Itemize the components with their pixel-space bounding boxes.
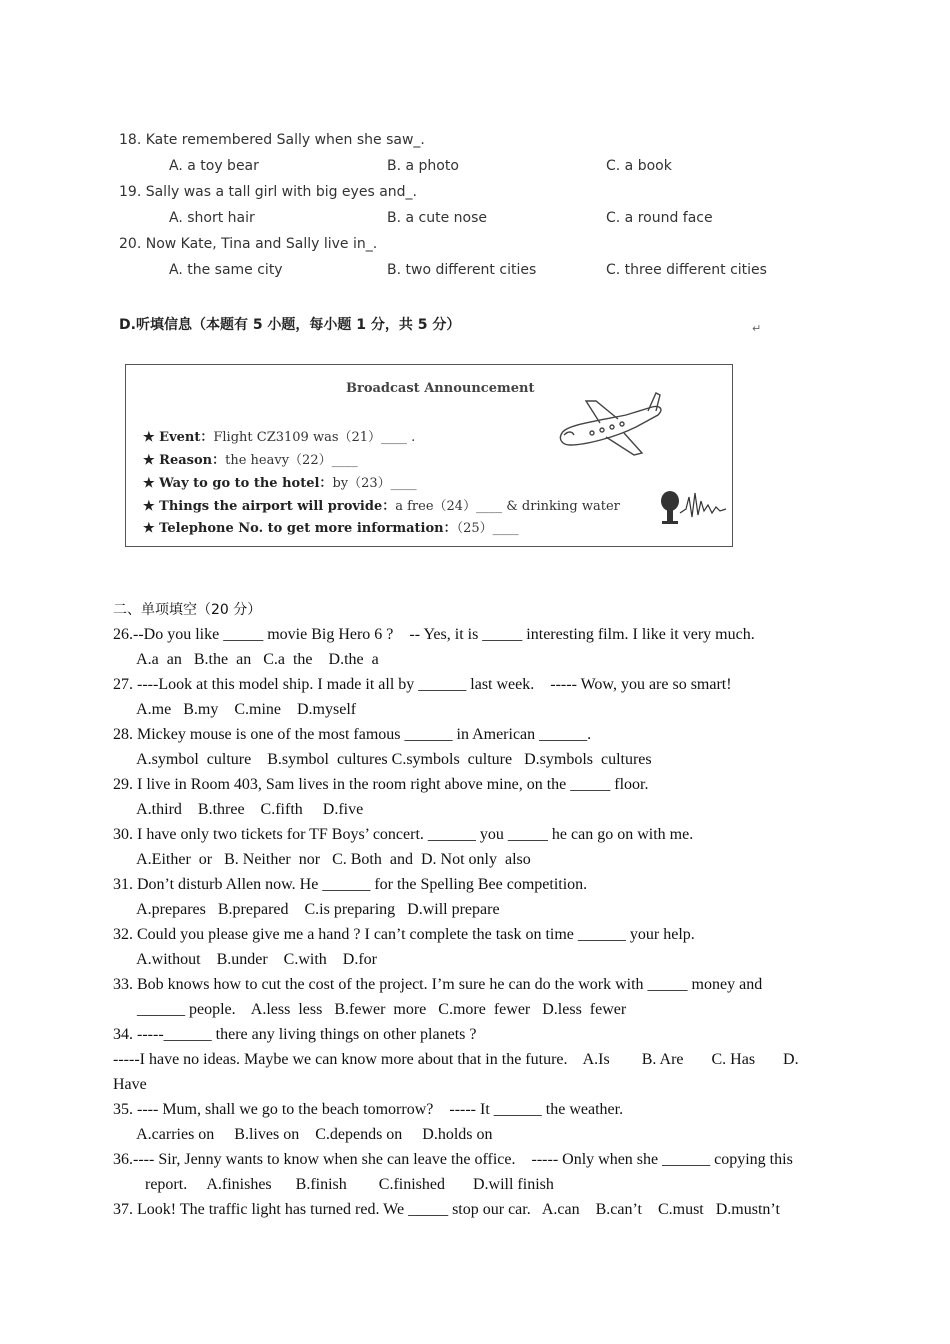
q19-option-b: B. a cute nose bbox=[387, 210, 488, 226]
q19-option-a: A. short hair bbox=[169, 210, 255, 226]
q19-option-c: C. a round face bbox=[606, 210, 713, 226]
question-28-stem: 28. Mickey mouse is one of the most famous ______ in American ______. bbox=[113, 726, 592, 743]
reason-label: ★ Reason： bbox=[143, 453, 226, 468]
question-30-options: A.Either or B. Neither nor C. Both and D. Not only also bbox=[113, 851, 531, 868]
question-34-reply: -----I have no ideas. Maybe we can know more about that in the future. A.Is B. Are C. Has D. bbox=[113, 1051, 799, 1068]
hotel-way-line bbox=[143, 472, 417, 491]
q18-option-a: A. a toy bear bbox=[169, 158, 259, 174]
question-37-stem: 37. Look! The traffic light has turned red. We _____ stop our car. A.can B.can’t C.must D.mustn’t bbox=[113, 1201, 780, 1218]
provide-label: ★ Things the airport will provide： bbox=[143, 499, 396, 514]
question-35-options: A.carries on B.lives on C.depends on D.holds on bbox=[113, 1126, 493, 1143]
question-29-options: A.third B.three C.fifth D.five bbox=[113, 801, 364, 818]
q20-stem: 20. Now Kate, Tina and Sally live in_. bbox=[119, 236, 378, 252]
return-mark: ↵ bbox=[752, 322, 762, 335]
section-d-heading: D.听填信息（本题有 5 小题，每小题 1 分，共 5 分） bbox=[119, 317, 461, 333]
q18-stem: 18. Kate remembered Sally when she saw_. bbox=[119, 132, 425, 148]
event-line bbox=[143, 426, 415, 445]
q20-option-b: B. two different cities bbox=[387, 262, 537, 278]
q20-option-a: A. the same city bbox=[169, 262, 283, 278]
hotel-way-label: ★ Way to go to the hotel： bbox=[143, 476, 333, 491]
question-32-options: A.without B.under C.with D.for bbox=[113, 951, 377, 968]
part2-heading: 二、单项填空（20 分） bbox=[113, 602, 262, 618]
question-36-options: report. A.finishes B.finish C.finished D.will finish bbox=[113, 1176, 554, 1193]
question-34-option-d-wrap: Have bbox=[113, 1076, 147, 1093]
question-30-stem: 30. I have only two tickets for TF Boys’ concert. ______ you _____ he can go on with me. bbox=[113, 826, 694, 843]
question-27-options: A.me B.my C.mine D.myself bbox=[113, 701, 357, 718]
question-31-options: A.prepares B.prepared C.is preparing D.will prepare bbox=[113, 901, 500, 918]
question-33-options: ______ people. A.less less B.fewer more C.more fewer D.less fewer bbox=[113, 1001, 627, 1018]
provide-line bbox=[143, 495, 620, 514]
telephone-line bbox=[143, 517, 519, 536]
broadcast-speaker-icon bbox=[658, 487, 730, 531]
broadcast-announcement-box bbox=[125, 364, 733, 547]
q20-option-c: C. three different cities bbox=[606, 262, 767, 278]
question-29-stem: 29. I live in Room 403, Sam lives in the room right above mine, on the _____ floor. bbox=[113, 776, 649, 793]
reason-text: the heavy（22）____ bbox=[225, 453, 358, 468]
question-34-stem: 34. -----______ there any living things on other planets ? bbox=[113, 1026, 477, 1043]
q18-option-c: C. a book bbox=[606, 158, 672, 174]
airplane-icon bbox=[556, 389, 668, 461]
question-27-stem: 27. ----Look at this model ship. I made it all by ______ last week. ----- Wow, you are so smart! bbox=[113, 676, 732, 693]
question-28-options: A.symbol culture B.symbol cultures C.symbols culture D.symbols cultures bbox=[113, 751, 652, 768]
hotel-way-text: by（23）____ bbox=[332, 476, 417, 491]
telephone-text: （25）____ bbox=[456, 521, 519, 536]
provide-text: a free（24）____ & drinking water bbox=[395, 499, 620, 514]
question-26-options: A.a an B.the an C.a the D.the a bbox=[113, 651, 379, 668]
box-title: Broadcast Announcement bbox=[346, 381, 535, 396]
question-36-stem: 36.---- Sir, Jenny wants to know when she can leave the office. ----- Only when she ______ copying this bbox=[113, 1151, 793, 1168]
event-text: Flight CZ3109 was（21）____ . bbox=[213, 430, 416, 445]
question-26-stem: 26.--Do you like _____ movie Big Hero 6 ? -- Yes, it is _____ interesting film. I like it very much. bbox=[113, 626, 755, 643]
q19-stem: 19. Sally was a tall girl with big eyes and_. bbox=[119, 184, 417, 200]
q18-option-b: B. a photo bbox=[387, 158, 459, 174]
telephone-label: ★ Telephone No. to get more information： bbox=[143, 521, 457, 536]
question-31-stem: 31. Don’t disturb Allen now. He ______ for the Spelling Bee competition. bbox=[113, 876, 588, 893]
question-32-stem: 32. Could you please give me a hand ? I can’t complete the task on time ______ your help. bbox=[113, 926, 695, 943]
question-33-stem: 33. Bob knows how to cut the cost of the project. I’m sure he can do the work with _____ money and bbox=[113, 976, 763, 993]
event-label: ★ Event： bbox=[143, 430, 214, 445]
reason-line bbox=[143, 449, 358, 468]
question-35-stem: 35. ---- Mum, shall we go to the beach tomorrow? ----- It ______ the weather. bbox=[113, 1101, 624, 1118]
